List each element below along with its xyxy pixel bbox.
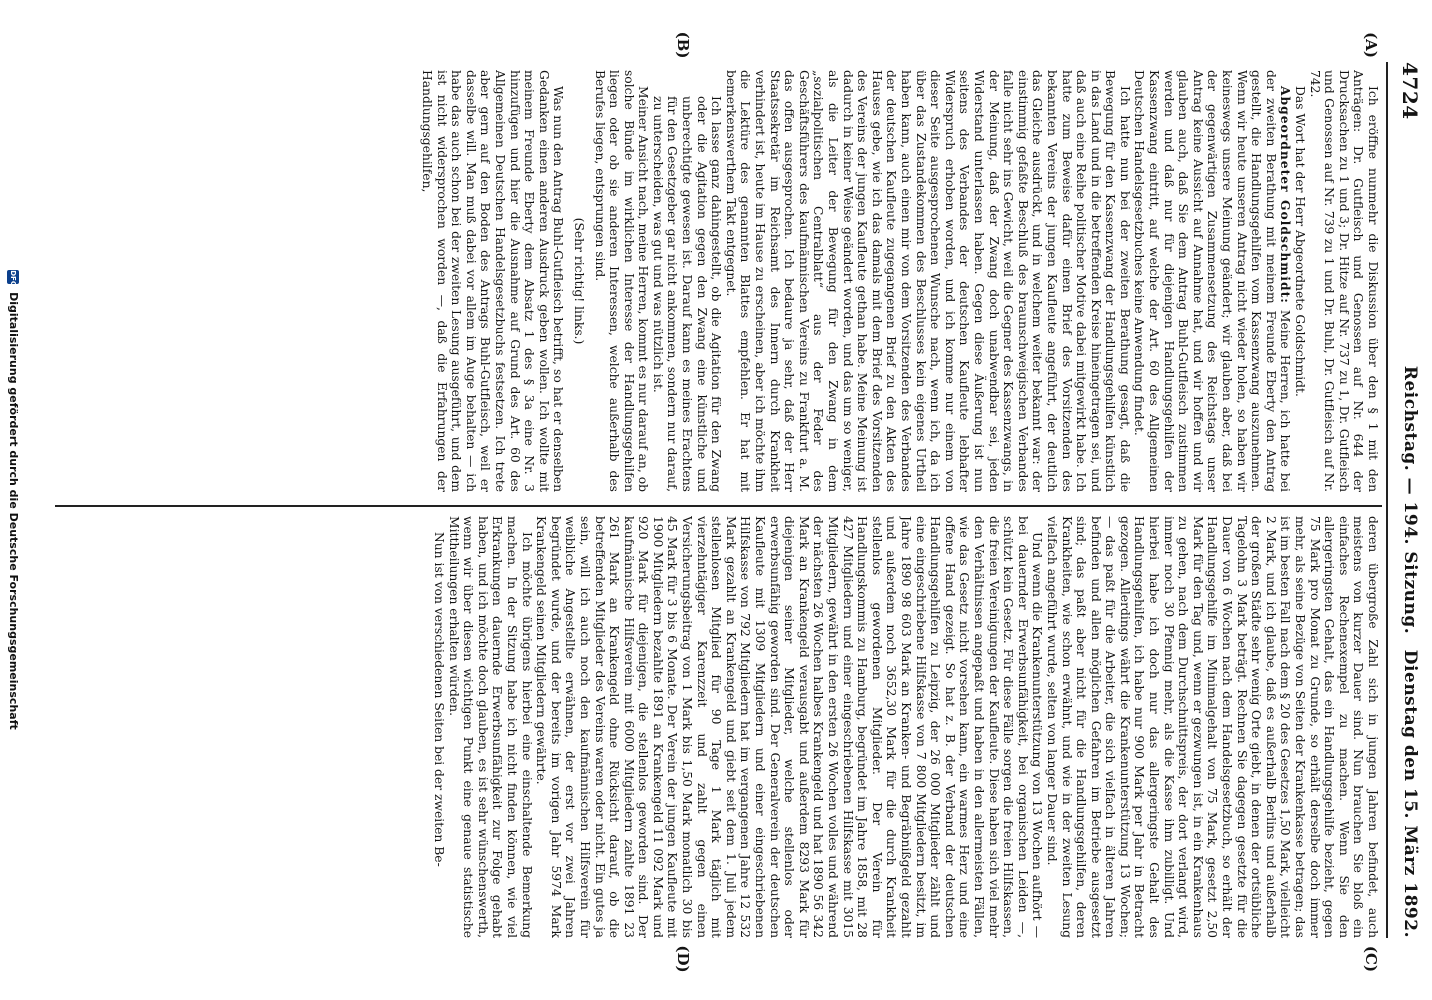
margin-letter-a: (A)	[1362, 32, 1380, 58]
margin-letter-c: (C)	[1362, 945, 1380, 973]
paragraph: Ich lasse ganz dahingestellt, ob die Agitation für den Zwang oder die Agitation gegen den Zwang eine künstliche und unberechtigte gewesen ist. Darauf kann es meines Erachtens für den Gesetzgeber gar nicht ankommen, sondern nur darauf, zu unterscheiden, was gut und was nützlich ist.	[650, 96, 724, 492]
paragraph: Meiner Ansicht nach, meine Herren, kommt es nur darauf an, ob solche Bünde im wirklichen Interesse der Handlungsgehilfen liegen oder ob sie anderen Interessen, welche außerhalb des Berufes liegen, entsprungen sind.	[592, 70, 651, 492]
margin-letter-b: (B)	[674, 31, 692, 59]
interjection: (Sehr richtig! links.)	[571, 217, 586, 345]
page-number: 4724	[1398, 62, 1422, 120]
left-column	[60, 70, 1380, 492]
page-header	[1390, 62, 1422, 938]
header-title: Reichstag. — 194. Sitzung.	[1400, 365, 1420, 635]
footer-text: Digitalisierung gefördert durch die Deutsche Forschungsgemeinschaft	[7, 292, 20, 730]
right-column	[60, 516, 1380, 938]
paragraph: Das Wort hat der Herr Abgeordnete Goldschmidt.	[1293, 86, 1308, 397]
speaker-name: Abgeordneter Goldschmidt:	[1278, 86, 1294, 304]
paragraph: Ich hatte nun bei der zweiten Berathung gesagt, daß die Bewegung für den Kassenzwang der Handlungsgehilfen künstlich in das Land und in die betreffenden Kreise hineingetragen sei, und daß auch eine Reihe politischer Motive dabei mitgewirkt habe. Ich hatte zum Beweise dafür einen Brief des Vorsitzenden des bekannten Vereins der jungen Kaufleute angeführt, der deutlich das Gleiche ausdrückt, und in welchem weiter bekannt war: der einstimmig gefaßte Beschluß des braunschweigischen Verbandes falle nicht sehr ins Gewicht, weil die Gegner des Kassenzwangs, in der Meinung, daß der Zwang doch unabwendbar sei, jeden Widerstand unterlassen haben. Gegen diese Äußerung ist nun seitens des Verbandes der deutschen Kaufleute lebhafter Widerspruch erhoben worden, und ich komme nur einem von dieser Seite ausgesprochenen Wunsche nach, wenn ich, da ich über das Zustandekommen des Beschlusses kein eigenes Urtheil haben kann, auch einen mir von dem Vorsitzenden des Verbandes der deutschen Kaufleute zugegangenen Brief zu den Akten des Hauses gebe, wie ich das damals mit dem Brief des Vorsitzenden des Vereins der jungen Kaufleute gethan habe. Meine Meinung ist dadurch in keiner Weise geändert worden, und das um so weniger, als die Leiter der Bewegung für den Zwang in dem „sozialpolitischen Centralblatt“ aus der Feder des Geschäftsführers des kaufmännischen Vereins zu Frankfurt a. M. das offen ausgesprochen. Ich bedaure ja sehr, daß der Herr Staatssekretär im Reichsamt des Innern durch Krankheit verhindert ist, heute im Hause zu erscheinen, aber ich möchte ihm die Lektüre des genannten Blattes empfehlen. Er hat mit bemerkenswerthem Takt entgegnet.	[723, 70, 1132, 492]
header-date: Dienstag den 15. März 1892.	[1400, 649, 1420, 938]
paragraph: Und wenn die Krankenunterstützung von 13 Wochen aufhört — bei dauernder Erwerbsunfähigkeit, bei organischen Leiden —, schützt kein Gesetz. Für diese Fälle sorgen die freien Hilfskassen, die freien Vereinigungen der Kaufleute. Diese haben sich viel mehr den Verhältnissen angepaßt und haben in den allermeisten Fällen, wie das Gesetz nicht vorsehen kann, ein warmes Herz und eine offene Hand gezeigt. So hat z. B. der Verband der deutschen Handlungsgehilfen zu Leipzig, der 26 000 Mitglieder zählt und eine eingeschriebene Hilfskasse von 7 800 Mitgliedern besitzt, im Jahre 1890 98 603 Mark an Kranken- und Begräbnißgeld gezahlt und außerdem noch 3652,30 Mark für die durch Krankheit stellenlos gewordenen Mitglieder. Der Verein für Handlungskommis zu Hamburg, begründet im Jahre 1858, mit 28 427 Mitgliedern und einer eingeschriebenen Hilfskasse mit 3015 Mitgliedern, gewährt in den ersten 26 Wochen volles und während der nächsten 26 Wochen halbes Krankengeld und hat 1890 56 342 Mark an Krankengeld verausgabt und außerdem 8293 Mark für diejenigen seiner Mitglieder, welche stellenlos oder erwerbsunfähig geworden sind. Der Generalverein der deutschen Kaufleute mit 1309 Mitgliedern und einer eingeschriebenen Hilfskasse von 792 Mitgliedern hat im vergangenen Jahre 12 532 Mark gezahlt an Krankengeld und giebt seit dem 1. Juli jedem stellenlosen Mitglied für 90 Tage 1 Mark täglich mit vierzehntägiger Karenzzeit und zahlt gegen einen Versicherungsbeitrag von 1 Mark bis 1,50 Mark monatlich 30 bis 45 Mark für 3 bis 6 Monate. Der Verein der jungen Kaufleute mit 1900 Mitgliedern bezahlte 1891 an Krankengeld 11 092 Mark und 920 Mark für diejenigen, die stellenlos geworden sind. Der kaufmännische Hilfsverein mit 6000 Mitgliedern zahlte 1891 23 261 Mark an Krankengeld ohne Rücksicht darauf, ob die betreffenden Mitglieder des Vereins waren oder nicht. Ein gutes ja sein, will ich auch noch den kaufmännischen Hilfsverein für weibliche Angestellte erwähnen, der erst vor zwei Jahren begründet wurde, und der bereits im vorigen Jahr 5974 Mark Krankengeld seinen Mitgliedern gewährte.	[534, 516, 1045, 938]
speech-paragraph	[1132, 70, 1293, 492]
speech-text: Meine Herren, ich hatte bei der zweiten Berathung mit meinem Freunde Eberty den Antrag gestellt, die Handlungsgehilfen vom Kassenzwang auszunehmen. Wenn wir heute unseren Antrag nicht wieder holen, so haben wir keineswegs unsere Meinung geändert; wir glauben aber, daß bei der gegenwärtigen Zusammensetzung des Reichstags unser Antrag keine Aussicht auf Annahme hat, und wir hoffen und wir glauben auch, daß Sie dem Antrag Buhl-Gutfleisch zustimmen werden und daß nur für diejenigen Handlungsgehilfen der Kassenzwang eintritt, auf welche der Art. 60 des Allgemeinen Deutschen Handelsgesetzbuches keine Anwendung findet.	[1132, 70, 1293, 492]
paragraph: Nun ist von verschiedenen Seiten bei der zweiten Be-	[432, 532, 446, 867]
dfg-logo-icon: DFG	[9, 270, 17, 287]
paragraph: Ich eröffne nunmehr die Diskussion über den § 1 mit den Anträgen: Dr. Gutfleisch und Genossen auf Nr. 644 der Drucksachen zu 1 und 3; Dr. Hitze auf Nr. 737 zu 1, Dr. Gutfleisch und Genossen auf Nr. 739 zu 1 und Dr. Buhl, Dr. Gutfleisch auf Nr. 742.	[1307, 70, 1380, 492]
digitization-footer	[4, 0, 20, 1000]
margin-letter-d: (D)	[674, 945, 692, 973]
paragraph: Was nun den Antrag Buhl-Gutfleisch betrifft, so hat er denselben Gedanken einen anderen Ausdruck geben wollen. Ich wollte mit meinem Freunde Eberty dem Absatz 1 des § 3a eine Nr. 3 hinzufügen und hier die Ausnahme auf Grund des Art. 60 des Allgemeinen Deutschen Handelsgesetzbuchs festsetzen. Ich trete aber gern auf den Boden des Antrags Buhl-Gutfleisch, weil er dasselbe will. Man muß dabei vor allem im Auge behalten — ich habe das auch schon bei der zweiten Lesung ausgeführt, und dem ist nicht widersprochen worden —, daß die Erfahrungen der Handlungsgehilfen,	[420, 70, 566, 492]
column-rule	[55, 505, 1382, 507]
paragraph: deren übergroße Zahl sich in jungen Jahren befindet, auch meistens von kurzer Dauer sind. Nun brauchen Sie bloß ein einfaches Rechenexempel zu machen. Wenn Sie den allergeringsten Gehalt, das ein Handlungsgehilfe bezieht, gegen 75 Mark pro Monat zu Grunde, so erhält derselbe doch immer mehr, als seine Bezüge von Seiten der Krankenkasse betragen; das ist im besten Fall nach dem § 20 des Gesetzes 1,50 Mark, vielleicht 2 Mark, und ich glaube, daß es außerhalb Berlins und außerhalb der großen Städte sehr wenig Orte giebt, in denen der ortsübliche Tagelohn 3 Mark beträgt. Rechnen Sie dagegen gesetzte für die Dauer von 6 Wochen nach dem Handelsgesetzbuch, so erhält der Handlungsgehilfe im Minimalgehalt von 75 Mark, gesetzt 2,50 Mark für den Tag und, wenn er gezwungen ist, in ein Krankenhaus zu gehen, nach dem Durchschnittspreis, der dort verlangt wird, immer noch 30 Pfennig mehr, als die Kasse ihm zubilligt. Und hierbei habe ich doch nur das allergeringste Gehalt des Handlungsgehilfen, ich habe nur 900 Mark per Jahr in Betracht gezogen. Allerdings währt die Krankenunterstützung 13 Wochen; — das paßt für die Arbeiter, die sich vielfach in älteren Jahren befinden und allen möglichen Gefahren im Betriebe ausgesetzt sind; das paßt aber nicht für die Handlungsgehilfen, deren Krankheiten, wie schon erwähnt, und wie in der zweiten Lesung vielfach angeführt wurde, selten von langer Dauer sind.	[1044, 516, 1380, 938]
header-rule	[1386, 62, 1388, 938]
paragraph: Ich möchte übrigens hierbei eine einschaltende Bemerkung machen. In der Sitzung habe ich nicht finden können, wie viel Erkrankungen dauernde Erwerbsunfähigkeit zur Folge gehabt haben, und ich möchte doch glauben, es ist sehr wünschenswerth, wenn wir über diesen wichtigen Punkt eine genaue statistische Mittheilungen erhalten würden.	[446, 516, 534, 938]
